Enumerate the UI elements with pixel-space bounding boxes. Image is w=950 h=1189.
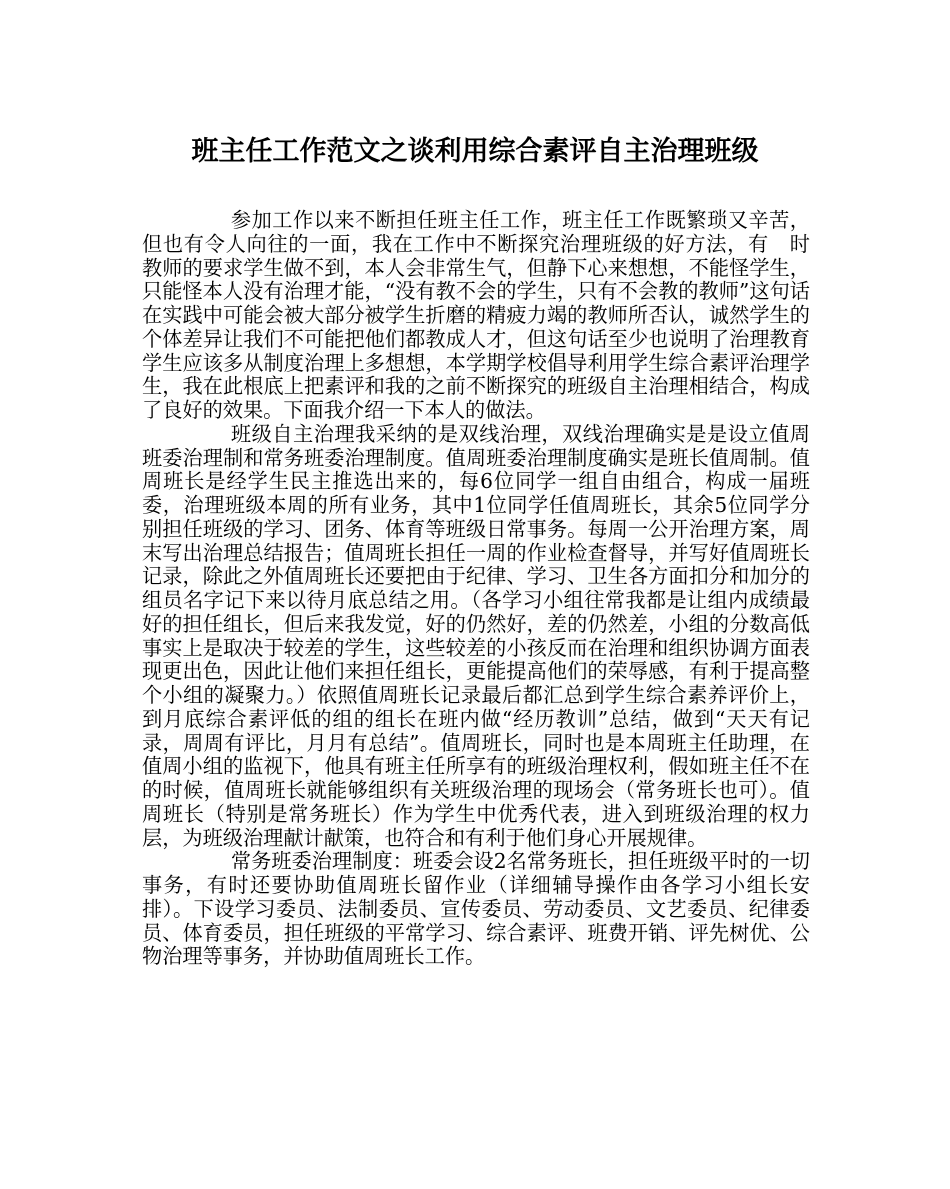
document-body (142, 208, 831, 969)
paragraph: 常务班委治理制度：班委会设2名常务班长，担任班级平时的一切事务，有时还要协助值周班长留作业（详细辅导操作由各学习小组长安排）。下设学习委员、法制委员、宣传委员、劳动委员、文艺委员、纪律委员、体育委员，担任班级的平常学习、综合素评、班费开销、评先树优、公物治理等事务，并协助值周班长工作。 (142, 849, 810, 969)
document-title: 班主任工作范文之谈利用综合素评自主治理班级 (191, 136, 759, 167)
paragraph: 班级自主治理我采纳的是双线治理，双线治理确实是是设立值周班委治理制和常务班委治理制度。值周班委治理制度确实是班长值周制。值周班长是经学生民主推选出来的，每6位同学一组自由组合，构成一届班委，治理班级本周的所有业务，其中1位同学任值周班长，其余5位同学分别担任班级的学习、团务、体育等班级日常事务。每周一公开治理方案，周末写出治理总结报告；值周班长担任一周的作业检查督导，并写好值周班长记录，除此之外值周班长还要把由于纪律、学习、卫生各方面扣分和加分的组员名字记下来以待月底总结之用。（各学习小组往常我都是让组内成绩最好的担任组长，但后来我发觉，好的仍然好，差的仍然差，小组的分数高低事实上是取决于较差的学生，这些较差的小孩反而在治理和组织协调方面表现更出色，因此让他们来担任组长，更能提高他们的荣辱感，有利于提高整个小组的凝聚力。）依照值周班长记录最后都汇总到学生综合素养评价上，到月底综合素评低的组的组长在班内做“经历教训”总结，做到“天天有记录，周周有评比，月月有总结”。值周班长，同时也是本周班主任助理，在值周小组的监视下，他具有班主任所享有的班级治理权利，假如班主任不在的时候，值周班长就能够组织有关班级治理的现场会（常务班长也可）。值周班长（特别是常务班长）作为学生中优秀代表，进入到班级治理的权力层，为班级治理献计献策，也符合和有利于他们身心开展规律。 (142, 421, 810, 850)
paragraph: 参加工作以来不断担任班主任工作，班主任工作既繁琐又辛苦，但也有令人向往的一面，我在工作中不断探究治理班级的好方法，有 时 教师的要求学生做不到，本人会非常生气，但静下心来想想，不能怪学生，只能怪本人没有治理才能，“没有教不会的学生，只有不会教的教师”这句话在实践中可能会被大部分被学生折磨的精疲力竭的教师所否认，诚然学生的个体差异让我们不可能把他们都教成人才，但这句话至少也说明了治理教育学生应该多从制度治理上多想想，本学期学校倡导利用学生综合素评治理学生，我在此根底上把素评和我的之前不断探究的班级自主治理相结合，构成了良好的效果。下面我介绍一下本人的做法。 (142, 208, 831, 422)
